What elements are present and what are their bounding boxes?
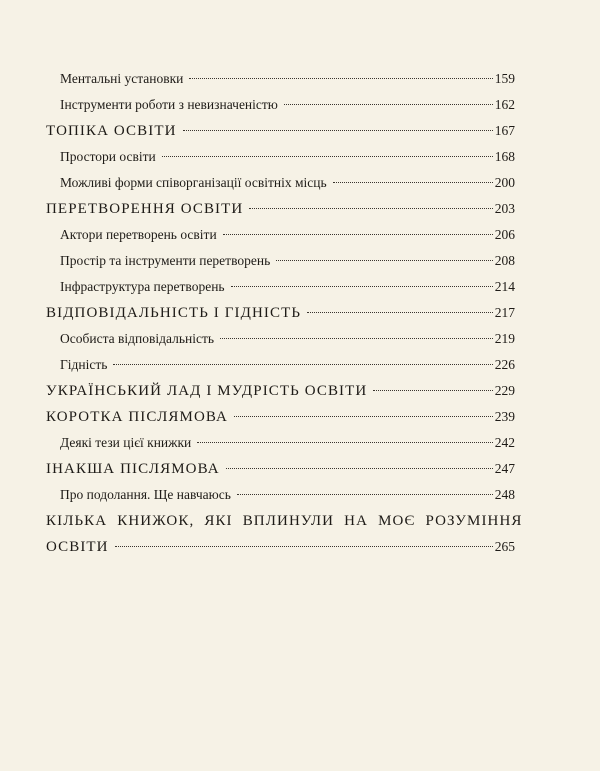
- toc-entry-title: Простір та інструменти перетворень: [60, 253, 271, 268]
- toc-entry-page: 200: [494, 175, 515, 190]
- dot-leader: [162, 156, 493, 157]
- toc-chapter-title-line2: ОСВІТИ: [46, 539, 109, 555]
- toc-entry: [46, 430, 515, 456]
- dot-leader: [113, 364, 492, 365]
- toc-entry-page: 214: [494, 279, 515, 294]
- toc-entry-page: 159: [494, 71, 515, 86]
- dot-leader: [249, 208, 492, 209]
- toc-entry: [46, 92, 515, 118]
- toc-chapter-title: ТОПІКА ОСВІТИ: [46, 123, 177, 139]
- toc-chapter: [46, 456, 515, 482]
- toc-entry-page: 242: [494, 435, 515, 450]
- toc-chapter-page: 167: [494, 123, 515, 138]
- toc-chapter: [46, 300, 515, 326]
- toc-chapter-title: УКРАЇНСЬКИЙ ЛАД І МУДРІСТЬ ОСВІТИ: [46, 383, 368, 399]
- toc-entry-page: 206: [494, 227, 515, 242]
- dot-leader: [197, 442, 492, 443]
- toc-chapter-title: ІНАКША ПІСЛЯМОВА: [46, 461, 220, 477]
- toc-entry-title: Інструменти роботи з невизначеністю: [60, 97, 278, 112]
- toc-entry-page: 162: [494, 97, 515, 112]
- toc-chapter-title: ПЕРЕТВОРЕННЯ ОСВІТИ: [46, 201, 244, 217]
- toc-chapter-page: 217: [494, 305, 515, 320]
- dot-leader: [333, 182, 493, 183]
- toc-entry-title: Простори освіти: [60, 149, 156, 164]
- toc-chapter-page: 265: [494, 539, 515, 554]
- toc-entry: [46, 222, 515, 248]
- toc-chapter-page: 229: [494, 383, 515, 398]
- toc-entry-title: Про подолання. Ще навчаюсь: [60, 487, 231, 502]
- dot-leader: [307, 312, 493, 313]
- toc-entry-page: 248: [494, 487, 515, 502]
- toc-entry-page: 208: [494, 253, 515, 268]
- toc-entry: [46, 326, 515, 352]
- toc-entry-title: Гідність: [60, 357, 108, 372]
- table-of-contents: [46, 66, 523, 560]
- toc-entry: [46, 66, 515, 92]
- dot-leader: [231, 286, 493, 287]
- toc-entry-title: Особиста відповідальність: [60, 331, 214, 346]
- toc-entry: [46, 248, 515, 274]
- toc-chapter-line2: [46, 534, 515, 560]
- toc-chapter-title-line1: КІЛЬКА КНИЖОК, ЯКІ ВПЛИНУЛИ НА МОЄ РОЗУМІННЯ: [46, 513, 523, 529]
- toc-chapter-title: ВІДПОВІДАЛЬНІСТЬ І ГІДНІСТЬ: [46, 305, 302, 321]
- dot-leader: [223, 234, 493, 235]
- toc-chapter: [46, 404, 515, 430]
- toc-chapter-page: 203: [494, 201, 515, 216]
- toc-chapter: [46, 118, 515, 144]
- dot-leader: [226, 468, 493, 469]
- toc-entry-title: Можливі форми співорганізації освітніх місць: [60, 175, 327, 190]
- dot-leader: [276, 260, 493, 261]
- dot-leader: [220, 338, 493, 339]
- toc-entry: [46, 352, 515, 378]
- toc-entry: [46, 170, 515, 196]
- toc-entry-page: 168: [494, 149, 515, 164]
- dot-leader: [237, 494, 493, 495]
- toc-chapter-page: 239: [494, 409, 515, 424]
- toc-entry: [46, 482, 515, 508]
- toc-entry: [46, 274, 515, 300]
- toc-chapter-title: КОРОТКА ПІСЛЯМОВА: [46, 409, 228, 425]
- toc-chapter-page: 247: [494, 461, 515, 476]
- toc-entry-page: 226: [494, 357, 515, 372]
- toc-entry-title: Актори перетворень освіти: [60, 227, 217, 242]
- dot-leader: [183, 130, 493, 131]
- dot-leader: [115, 546, 493, 547]
- toc-entry-page: 219: [494, 331, 515, 346]
- toc-chapter: [46, 378, 515, 404]
- toc-chapter-wrapped: [46, 508, 523, 560]
- toc-entry-title: Інфраструктура перетворень: [60, 279, 225, 294]
- toc-entry: [46, 144, 515, 170]
- dot-leader: [234, 416, 493, 417]
- toc-entry-title: Ментальні установки: [60, 71, 184, 86]
- dot-leader: [284, 104, 493, 105]
- dot-leader: [189, 78, 492, 79]
- toc-chapter: [46, 196, 515, 222]
- toc-entry-title: Деякі тези цієї книжки: [60, 435, 192, 450]
- dot-leader: [373, 390, 492, 391]
